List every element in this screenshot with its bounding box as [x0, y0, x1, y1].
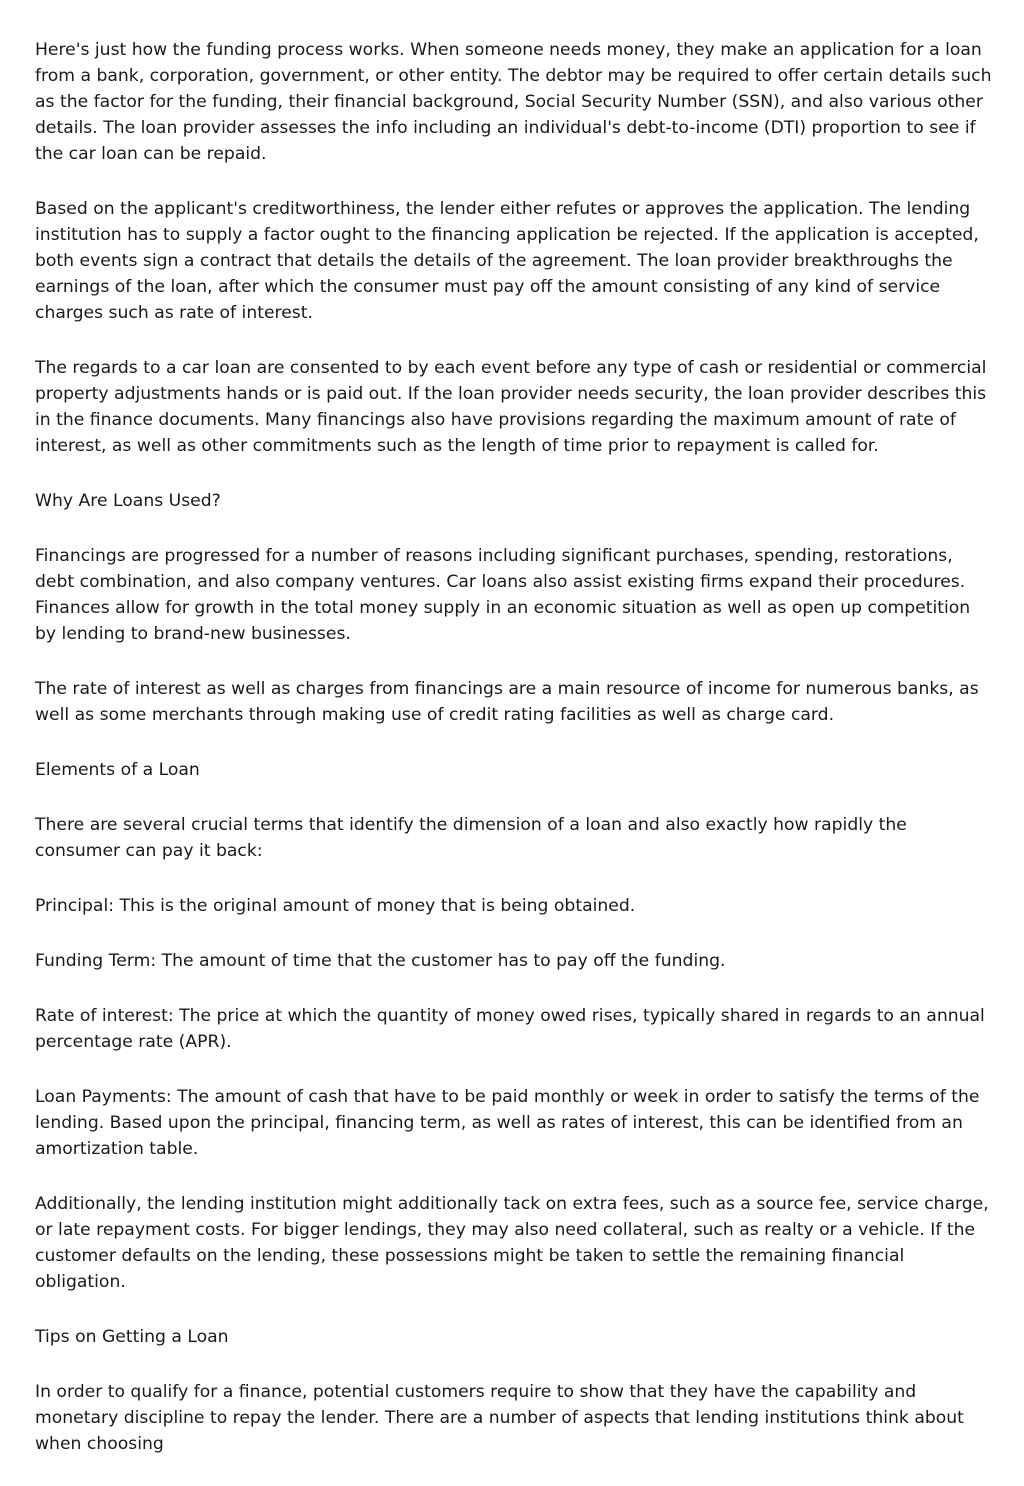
paragraph-funding-term: Funding Term: The amount of time that the customer has to pay off the funding.	[35, 951, 726, 971]
paragraph-rate-of-interest: Rate of interest: The price at which the quantity of money owed rises, typically shared in regards to an annual percentage rate (APR).	[35, 1006, 985, 1052]
paragraph-interest-income: The rate of interest as well as charges from financings are a main resource of income for numerous banks, as well as some merchants through making use of credit rating facilities as well as charge card.	[35, 679, 979, 725]
heading-why-loans-used: Why Are Loans Used?	[35, 491, 221, 511]
heading-elements-of-loan: Elements of a Loan	[35, 760, 200, 780]
document-body	[35, 37, 993, 1486]
heading-tips-getting-loan: Tips on Getting a Loan	[35, 1327, 229, 1347]
paragraph-loan-terms: The regards to a car loan are consented to by each event before any type of cash or residential or commercial property adjustments hands or is paid out. If the loan provider needs security, the loan provider describes this in the finance documents. Many financings also have provisions regarding the maximum amount of rate of interest, as well as other commitments such as the length of time prior to repayment is called for.	[35, 358, 987, 456]
paragraph-loan-payments: Loan Payments: The amount of cash that have to be paid monthly or week in order to satisfy the terms of the lending. Based upon the principal, financing term, as well as rates of interest, this can be identified from an amortization table.	[35, 1087, 980, 1159]
paragraph-creditworthiness: Based on the applicant's creditworthiness, the lender either refutes or approves the application. The lending institution has to supply a factor ought to the financing application be rejected. If the application is accepted, both events sign a contract that details the details of the agreement. The loan provider breakthroughs the earnings of the loan, after which the consumer must pay off the amount consisting of any kind of service charges such as rate of interest.	[35, 199, 979, 323]
paragraph-loan-reasons: Financings are progressed for a number of reasons including significant purchases, spending, restorations, debt combination, and also company ventures. Car loans also assist existing firms expand their procedures. Finances allow for growth in the total money supply in an economic situation as well as open up competition by lending to brand-new businesses.	[35, 546, 971, 644]
paragraph-qualify-for-finance: In order to qualify for a finance, potential customers require to show that they have the capability and monetary discipline to repay the lender. There are a number of aspects that lending institutions think about when choosing	[35, 1382, 964, 1454]
paragraph-extra-fees: Additionally, the lending institution might additionally tack on extra fees, such as a source fee, service charge, or late repayment costs. For bigger lendings, they may also need collateral, such as realty or a vehicle. If the customer defaults on the lending, these possessions might be taken to settle the remaining financial obligation.	[35, 1194, 989, 1292]
paragraph-loan-process: Here's just how the funding process works. When someone needs money, they make an application for a loan from a bank, corporation, government, or other entity. The debtor may be required to offer certain details such as the factor for the funding, their financial background, Social Security Number (SSN), and also various other details. The loan provider assesses the info including an individual's debt-to-income (DTI) proportion to see if the car loan can be repaid.	[35, 40, 992, 164]
paragraph-crucial-terms: There are several crucial terms that identify the dimension of a loan and also exactly how rapidly the consumer can pay it back:	[35, 815, 907, 861]
paragraph-principal: Principal: This is the original amount of money that is being obtained.	[35, 896, 636, 916]
